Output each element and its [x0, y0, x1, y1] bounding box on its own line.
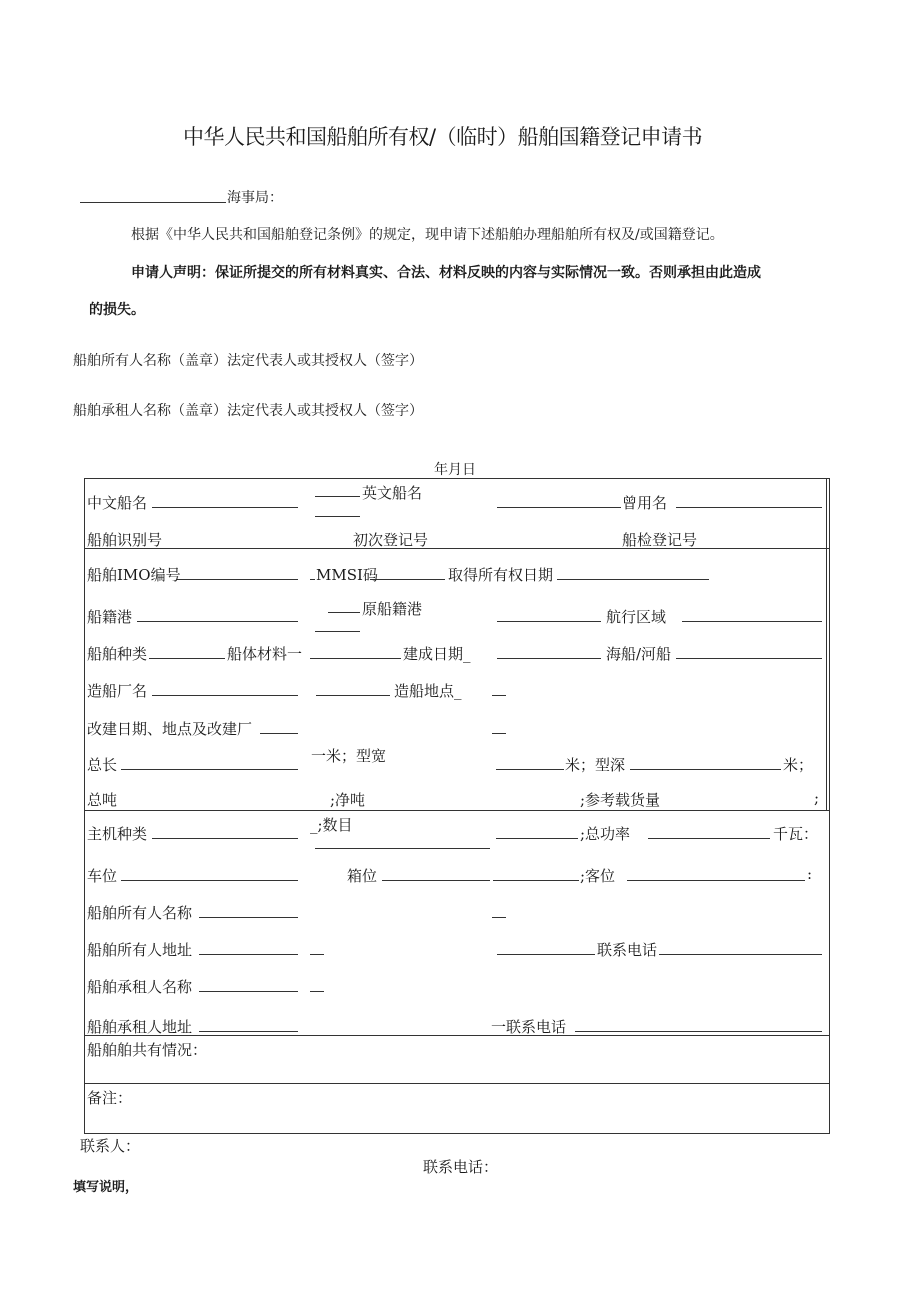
- kw-unit-label: 千瓦：: [773, 825, 819, 843]
- build-place-label: 造船地点_: [394, 682, 462, 700]
- container-label: 箱位: [347, 867, 378, 885]
- owner-name-field-2[interactable]: [492, 917, 506, 918]
- lessee-signature-label: 船舶承租人名称（盖章）法定代表人或其授权人（签字）: [73, 403, 423, 419]
- ship-id-label: 船舶识别号: [87, 531, 163, 549]
- inner-right-border: [826, 478, 827, 810]
- en-name-label: 英文船名: [362, 484, 423, 502]
- passenger-end: :: [807, 865, 813, 883]
- nav-area-field[interactable]: [682, 621, 822, 622]
- ship-type-label: 船舶种类: [87, 645, 148, 663]
- shipyard-label: 造船厂名: [87, 682, 148, 700]
- owner-phone-label: 联系电话: [597, 941, 658, 959]
- ownership-date-label: 取得所有权日期: [448, 566, 554, 584]
- depth-unit-label: 米；: [783, 756, 814, 774]
- former-port-field[interactable]: [328, 612, 360, 613]
- engine-type-field[interactable]: [152, 838, 298, 839]
- depth-label: 米；型深: [565, 756, 626, 774]
- imo-label: 船舶IMO编号: [87, 566, 181, 584]
- cn-name-label: 中文船名: [87, 494, 148, 512]
- build-date-label: 建成日期_: [403, 645, 471, 663]
- mmsi-field[interactable]: [370, 579, 445, 580]
- bureau-input-line[interactable]: [80, 202, 226, 203]
- vehicle-label: 车位: [87, 867, 118, 885]
- ownership-date-field[interactable]: [557, 579, 709, 580]
- co-ownership-label: 船舶舶共有情况：: [87, 1041, 208, 1059]
- imo-field[interactable]: [176, 579, 298, 580]
- former-name-label: 曾用名: [622, 494, 668, 512]
- engine-count-field-2[interactable]: [496, 838, 578, 839]
- build-date-field[interactable]: [497, 658, 601, 659]
- port-label: 船籍港: [87, 608, 133, 626]
- length-field[interactable]: [121, 769, 298, 770]
- cn-name-field[interactable]: [152, 507, 298, 508]
- owner-phone-field[interactable]: [659, 954, 822, 955]
- gross-tonnage-label: 总吨: [87, 791, 118, 809]
- sea-river-field[interactable]: [676, 658, 822, 659]
- page-title: 中华人民共和国船舶所有权/（临时）船舶国籍登记申请书: [183, 125, 703, 149]
- total-power-field[interactable]: [648, 838, 770, 839]
- former-port-field-2[interactable]: [315, 631, 360, 632]
- passenger-label: ;客位: [580, 867, 616, 885]
- contact-phone-label: 联系电话：: [423, 1158, 499, 1176]
- hull-material-field[interactable]: [310, 658, 401, 659]
- maritime-bureau-label: 海事局：: [227, 190, 283, 206]
- owner-signature-label: 船舶所有人名称（盖章）法定代表人或其授权人（签字）: [73, 353, 423, 369]
- owner-phone-pre-field[interactable]: [497, 954, 595, 955]
- row-divider: [84, 1083, 829, 1084]
- hull-material-label: 船体材料一: [227, 645, 303, 663]
- lessee-name-field-2[interactable]: [310, 991, 324, 992]
- rebuild-field-2[interactable]: [492, 733, 506, 734]
- container-field[interactable]: [382, 880, 490, 881]
- lessee-phone-field[interactable]: [575, 1031, 822, 1032]
- first-reg-label: 初次登记号: [353, 531, 429, 549]
- contact-person-label: 联系人：: [80, 1137, 141, 1155]
- deadweight-end: ;: [814, 789, 820, 807]
- sea-river-label: 海船/河船: [606, 645, 672, 663]
- container-field-2[interactable]: [493, 880, 579, 881]
- lessee-name-label: 船舶承租人名称: [87, 978, 193, 996]
- build-place-pre-field[interactable]: [316, 695, 390, 696]
- former-port-label: 原船籍港: [362, 600, 423, 618]
- former-port-field-3[interactable]: [497, 621, 601, 622]
- lessee-address-field[interactable]: [199, 1031, 298, 1032]
- remarks-label: 备注：: [87, 1089, 133, 1107]
- survey-reg-label: 船检登记号: [622, 531, 698, 549]
- total-power-label: ;总功率: [580, 825, 631, 843]
- mmsi-prefix-line: [310, 579, 315, 580]
- instructions-heading: 填写说明，: [73, 1180, 139, 1195]
- build-place-field[interactable]: [492, 695, 506, 696]
- owner-name-field[interactable]: [199, 917, 298, 918]
- intro-text: 根据《中华人民共和国船舶登记条例》的规定，现申请下述船舶办理船舶所有权及/或国籍登记。: [131, 227, 724, 243]
- owner-name-label: 船舶所有人名称: [87, 904, 193, 922]
- width-label: 一米；型宽: [311, 747, 387, 765]
- engine-count-field[interactable]: [315, 848, 490, 849]
- en-name-field-2[interactable]: [315, 516, 360, 517]
- nav-area-label: 航行区域: [606, 608, 667, 626]
- mmsi-label: MMSI码: [316, 566, 378, 584]
- width-field[interactable]: [496, 769, 564, 770]
- en-name-field[interactable]: [315, 496, 360, 497]
- date-label: 年月日: [434, 462, 476, 478]
- depth-field[interactable]: [630, 769, 781, 770]
- former-name-field[interactable]: [676, 507, 822, 508]
- owner-address-label: 船舶所有人地址: [87, 941, 193, 959]
- rebuild-label: 改建日期、地点及改建厂: [87, 720, 253, 738]
- en-name-field-3[interactable]: [497, 507, 621, 508]
- engine-count-label: _;数目: [310, 816, 353, 834]
- engine-type-label: 主机种类: [87, 825, 148, 843]
- vehicle-field[interactable]: [121, 880, 298, 881]
- lessee-address-label: 船舶承租人地址: [87, 1018, 193, 1036]
- row-divider: [84, 810, 829, 811]
- row-divider: [84, 1035, 829, 1036]
- ship-type-field[interactable]: [149, 658, 225, 659]
- shipyard-field[interactable]: [152, 695, 298, 696]
- declaration-text: 申请人声明：保证所提交的所有材料真实、合法、材料反映的内容与实际情况一致。否则承担由此造成: [131, 265, 761, 281]
- port-field[interactable]: [137, 621, 298, 622]
- deadweight-label: ;参考载货量: [580, 791, 661, 809]
- passenger-field[interactable]: [627, 880, 805, 881]
- row-divider: [84, 548, 829, 549]
- lessee-name-field[interactable]: [199, 991, 298, 992]
- length-label: 总长: [87, 756, 118, 774]
- owner-address-field-2[interactable]: [310, 954, 324, 955]
- rebuild-field[interactable]: [260, 733, 298, 734]
- declaration-text-cont: 的损失。: [89, 302, 145, 318]
- net-tonnage-label: ;净吨: [330, 791, 366, 809]
- owner-address-field[interactable]: [199, 954, 298, 955]
- lessee-phone-label: 一联系电话: [491, 1018, 567, 1036]
